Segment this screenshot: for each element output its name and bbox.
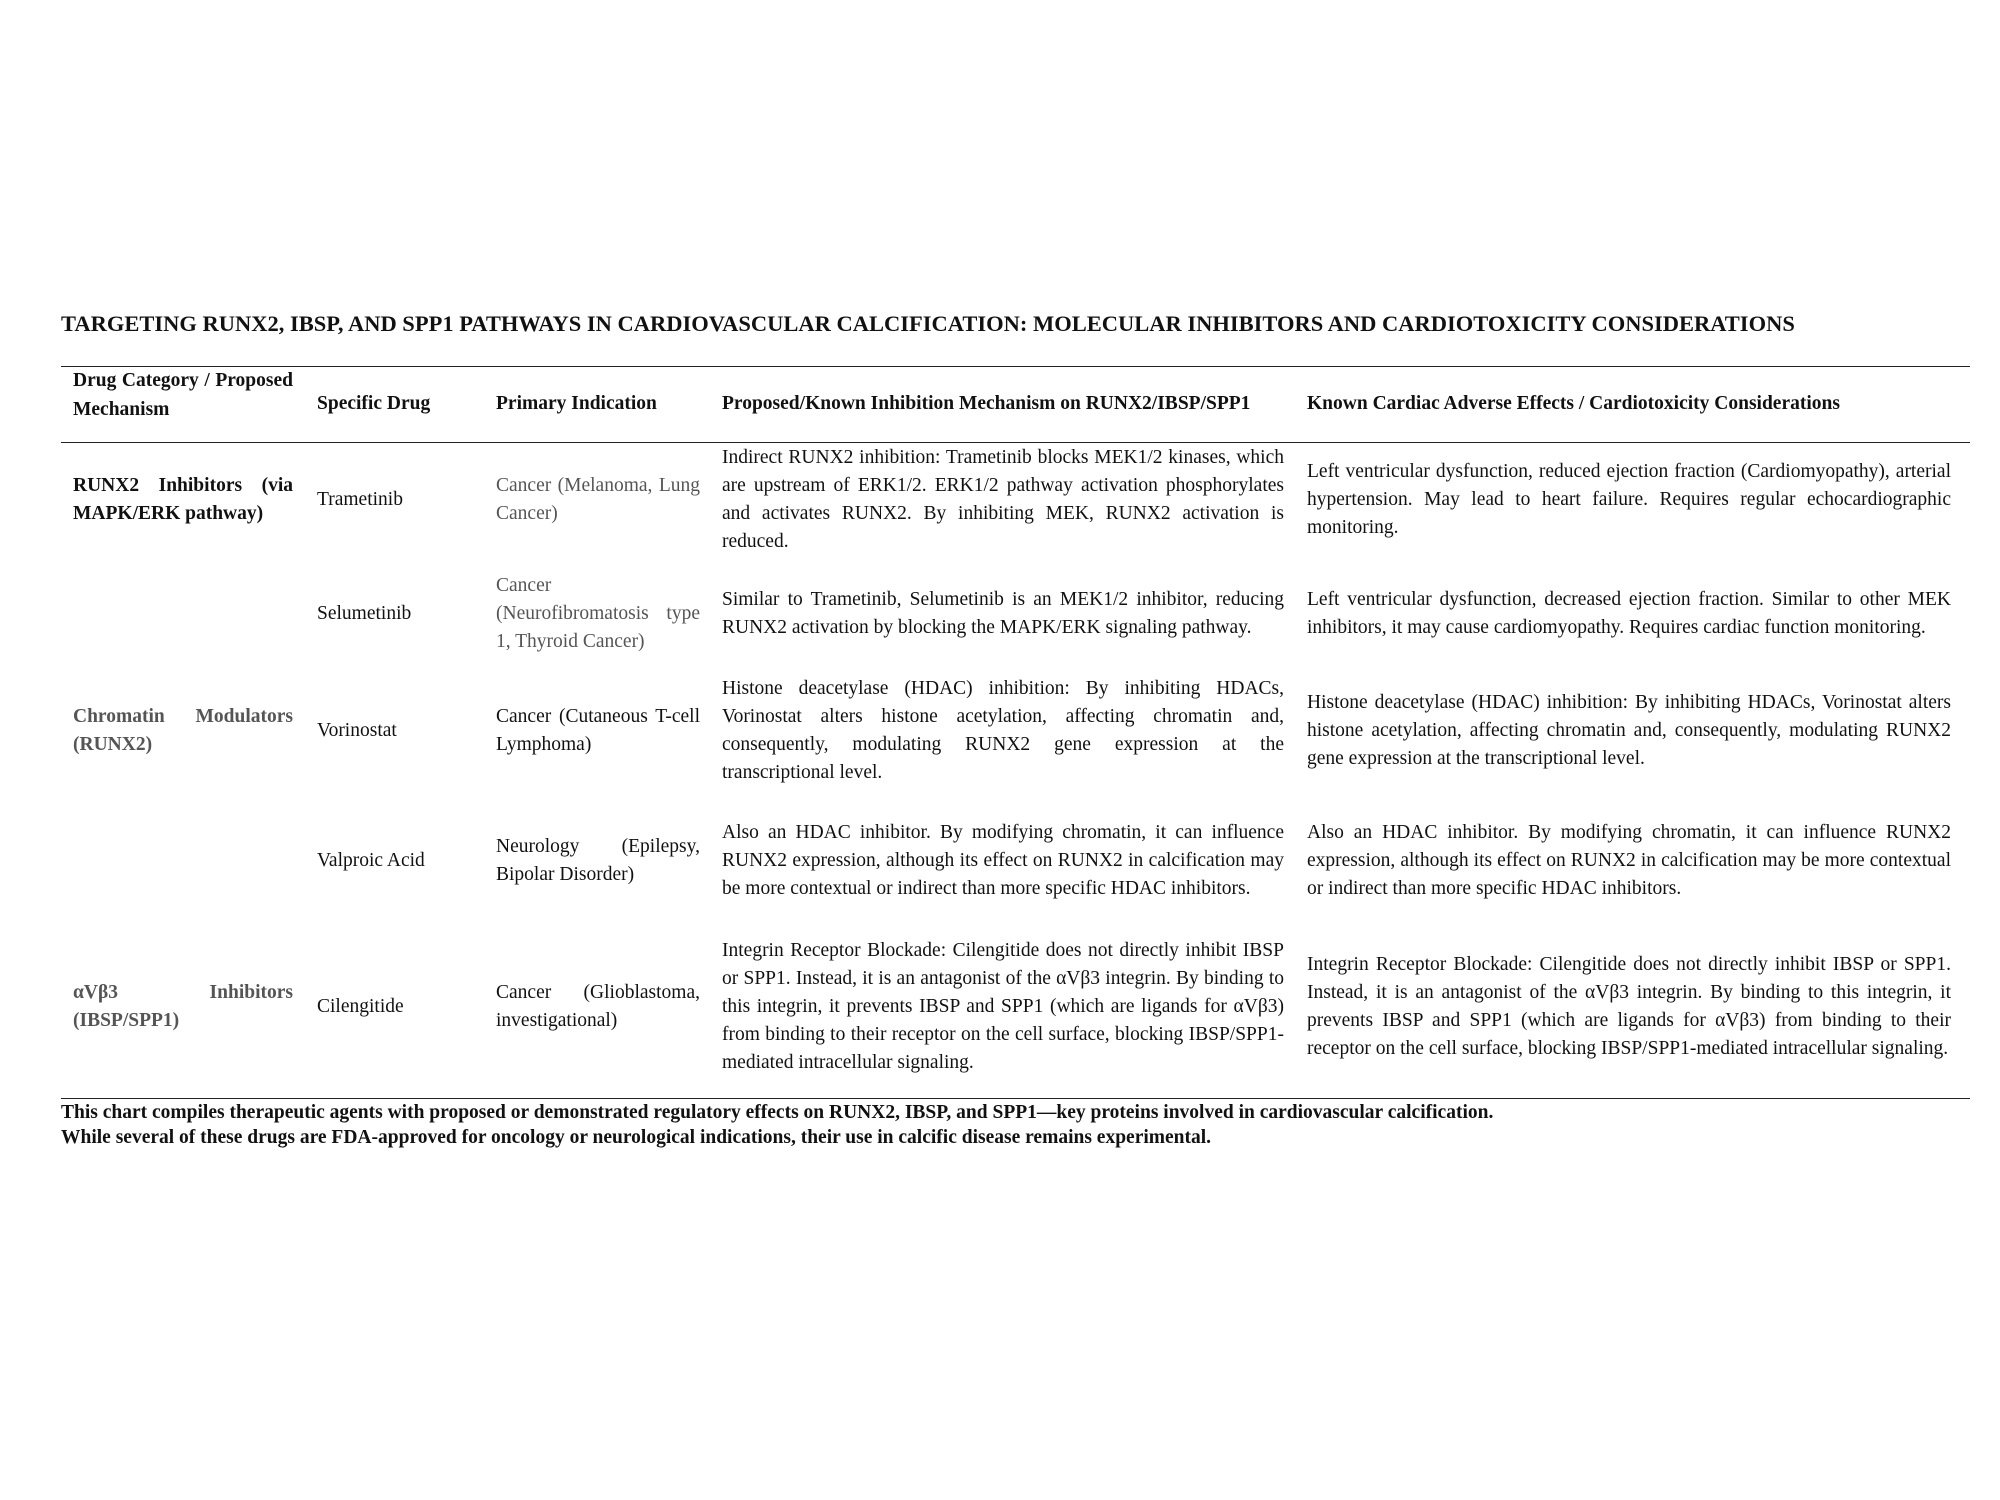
header-specific-drug: Specific Drug <box>317 393 431 414</box>
header-specific-drug-cell <box>317 370 477 437</box>
header-mechanism: Proposed/Known Inhibition Mechanism on RUNX2/IBSP/SPP1 <box>722 393 1251 414</box>
row-mechanism-cell <box>722 672 1284 790</box>
row-mechanism: Histone deacetylase (HDAC) inhibition: By inhibiting HDACs, Vorinostat alters histone acetylation, affecting chromatin and, consequently, modulating RUNX2 gene expression at the transcriptional level. <box>722 678 1284 783</box>
table-row <box>73 934 293 1080</box>
row-indication-cell <box>496 566 700 662</box>
row-indication: Neurology (Epilepsy, Bipolar Disorder) <box>496 836 700 885</box>
row-mechanism: Indirect RUNX2 inhibition: Trametinib blocks MEK1/2 kinases, which are upstream of ERK1/2. ERK1/2 pathway activation phosphorylates and activates RUNX2. By inhibiting MEK, RUNX2 activation is reduced. <box>722 447 1284 552</box>
row-cardiac-cell <box>1307 802 1951 920</box>
row-mechanism-cell <box>722 934 1284 1080</box>
row-mechanism: Also an HDAC inhibitor. By modifying chromatin, it can influence RUNX2 expression, although its effect on RUNX2 in calcification may be more contextual or indirect than more specific HDAC inhibitors. <box>722 822 1284 899</box>
row-drug: Selumetinib <box>317 603 412 624</box>
row-indication-cell <box>496 672 700 790</box>
table-top-rule <box>61 366 1970 367</box>
header-mechanism-cell <box>722 370 1322 437</box>
row-cardiac: Integrin Receptor Blockade: Cilengitide does not directly inhibit IBSP or SPP1. Instead, it is an antagonist of the αVβ3 integrin. By binding to this integrin, it prevents IBSP and SPP1 (which are ligands for αVβ3) from binding to their receptor on the cell surface, blocking IBSP/SPP1-mediated intracellular signaling. <box>1307 954 1951 1059</box>
footnote-line-1: This chart compiles therapeutic agents with proposed or demonstrated regulatory effects on RUNX2, IBSP, and SPP1—key proteins involved in cardiovascular calcification. <box>61 1102 1494 1123</box>
row-indication: Cancer (Neurofibromatosis type 1, Thyroid Cancer) <box>496 575 700 652</box>
row-cardiac: Also an HDAC inhibitor. By modifying chromatin, it can influence RUNX2 expression, although its effect on RUNX2 in calcification may be more contextual or indirect than more specific HDAC inhibitors. <box>1307 822 1951 899</box>
row-mechanism: Similar to Trametinib, Selumetinib is an MEK1/2 inhibitor, reducing RUNX2 activation by blocking the MAPK/ERK signaling pathway. <box>722 589 1284 638</box>
row-cardiac-cell <box>1307 566 1951 662</box>
row-drug-cell <box>317 802 477 920</box>
row-category: αVβ3 Inhibitors (IBSP/SPP1) <box>73 982 293 1031</box>
row-drug-cell <box>317 566 477 662</box>
header-primary-indication: Primary Indication <box>496 393 657 414</box>
row-drug: Cilengitide <box>317 996 404 1017</box>
row-indication: Cancer (Glioblastoma, investigational) <box>496 982 700 1031</box>
row-indication-cell <box>496 802 700 920</box>
row-mechanism: Integrin Receptor Blockade: Cilengitide does not directly inhibit IBSP or SPP1. Instead, it is an antagonist of the αVβ3 integrin. By binding to this integrin, it prevents IBSP and SPP1 (which are ligands for αVβ3) from binding to their receptor on the cell surface, blocking IBSP/SPP1-mediated intracellular signaling. <box>722 940 1284 1073</box>
row-drug: Vorinostat <box>317 720 397 741</box>
row-drug-cell <box>317 934 477 1080</box>
row-cardiac-cell <box>1307 934 1951 1080</box>
row-indication-cell <box>496 934 700 1080</box>
row-category: Chromatin Modulators (RUNX2) <box>73 706 293 755</box>
row-mechanism-cell <box>722 566 1284 662</box>
header-cardiac-cell <box>1307 370 1967 437</box>
header-primary-indication-cell <box>496 370 700 437</box>
row-mechanism-cell <box>722 442 1284 558</box>
page-title: TARGETING RUNX2, IBSP, AND SPP1 PATHWAYS IN CARDIOVASCULAR CALCIFICATION: MOLECULAR INHIBITORS AND CARDIOTOXICITY CONSIDERATIONS <box>61 311 1795 336</box>
table-row <box>73 442 293 558</box>
row-cardiac-cell <box>1307 442 1951 558</box>
row-cardiac: Histone deacetylase (HDAC) inhibition: By inhibiting HDACs, Vorinostat alters histone acetylation, affecting chromatin and, consequently, modulating RUNX2 gene expression at the transcriptional level. <box>1307 692 1951 769</box>
row-mechanism-cell <box>722 802 1284 920</box>
row-drug: Valproic Acid <box>317 850 425 871</box>
row-indication: Cancer (Melanoma, Lung Cancer) <box>496 475 700 524</box>
row-cardiac: Left ventricular dysfunction, decreased ejection fraction. Similar to other MEK inhibitors, it may cause cardiomyopathy. Requires cardiac function monitoring. <box>1307 589 1951 638</box>
row-cardiac-cell <box>1307 672 1951 790</box>
row-drug-cell <box>317 672 477 790</box>
header-cardiac: Known Cardiac Adverse Effects / Cardiotoxicity Considerations <box>1307 393 1840 414</box>
table-row <box>73 672 293 790</box>
row-drug: Trametinib <box>317 489 403 510</box>
row-drug-cell <box>317 442 477 558</box>
table-footnote <box>61 1098 1970 1150</box>
row-cardiac: Left ventricular dysfunction, reduced ejection fraction (Cardiomyopathy), arterial hypertension. May lead to heart failure. Requires regular echocardiographic monitoring. <box>1307 461 1951 538</box>
header-drug-category: Drug Category / Proposed Mechanism <box>73 370 293 420</box>
footnote-line-2: While several of these drugs are FDA-approved for oncology or neurological indications, their use in calcific disease remains experimental. <box>61 1127 1212 1148</box>
row-indication-cell <box>496 442 700 558</box>
row-indication: Cancer (Cutaneous T-cell Lymphoma) <box>496 706 700 755</box>
row-category: RUNX2 Inhibitors (via MAPK/ERK pathway) <box>73 475 293 524</box>
